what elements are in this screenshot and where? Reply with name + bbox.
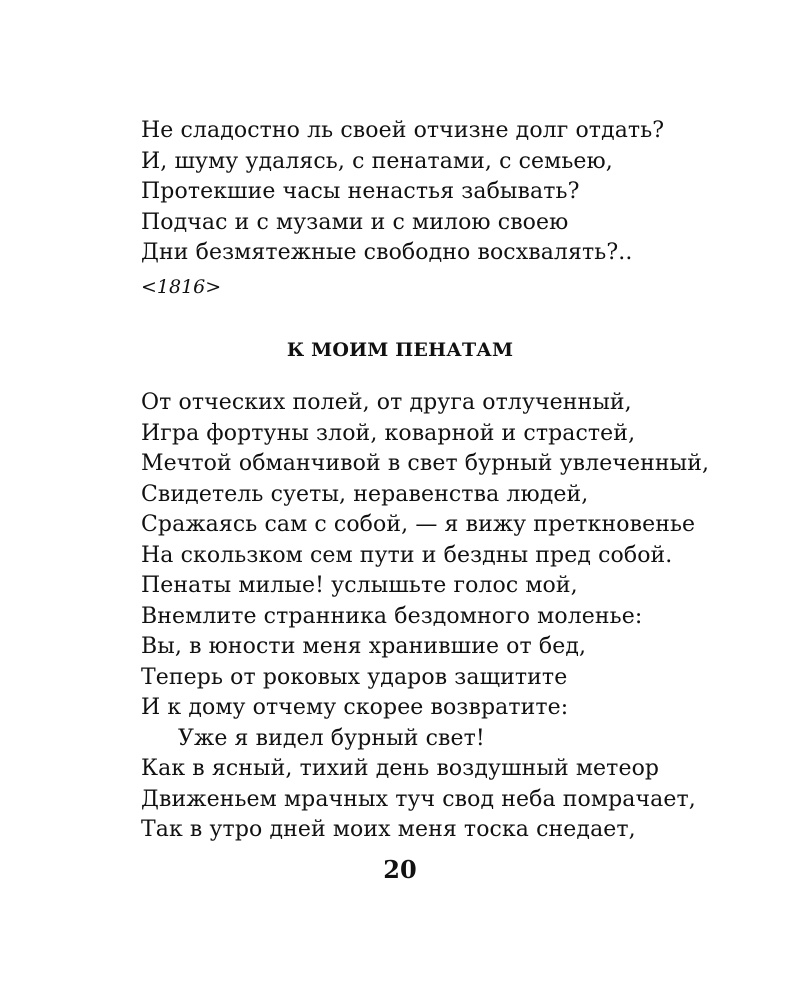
poem-line-indented: Уже я видел бурный свет!	[178, 725, 485, 751]
page-number: 20	[383, 855, 417, 884]
poem-body	[141, 388, 761, 846]
previous-poem-ending	[141, 116, 761, 269]
poem-line: Теперь от роковых ударов защитите	[141, 664, 568, 690]
poem-date: <1816>	[141, 276, 222, 298]
poem-line: Вы, в юности меня хранившие от бед,	[141, 634, 587, 659]
poem-line: И, шуму удалясь, с пенатами, с семьею,	[141, 148, 613, 174]
poem-line: Внемлите странника бездомного моленье:	[141, 603, 643, 629]
poem-line: Игра фортуны злой, коварной и страстей,	[141, 420, 636, 446]
poem-line: Мечтой обманчивой в свет бурный увлеченный,	[141, 451, 710, 476]
poem-line: Движеньем мрачных туч свод неба помрачает,	[141, 786, 696, 812]
poem-line: Протекшие часы ненастья забывать?	[141, 179, 580, 204]
poem-line: От отческих полей, от друга отлученный,	[141, 390, 632, 415]
poem-line: Пенаты милые! услышьте голос мой,	[141, 573, 578, 598]
poem-line: Не сладостно ль своей отчизне долг отдать?	[141, 118, 665, 143]
poem-line: И к дому отчему скорее возвратите:	[141, 695, 569, 720]
poem-line: Сражаясь сам с собой, — я вижу преткновенье	[141, 512, 696, 537]
poem-title: К МОИМ ПЕНАТАМ	[286, 339, 514, 361]
poem-line: На скользком сем пути и бездны пред собой.	[141, 542, 673, 568]
poem-line: Как в ясный, тихий день воздушный метеор	[141, 756, 660, 781]
poem-line: Подчас и с музами и с милою своею	[141, 209, 569, 235]
poem-line: Так в утро дней моих меня тоска снедает,	[141, 817, 636, 842]
poem-line: Свидетель суеты, неравенства людей,	[141, 481, 589, 507]
poem-line: Дни безмятежные свободно восхвалять?..	[141, 240, 633, 265]
